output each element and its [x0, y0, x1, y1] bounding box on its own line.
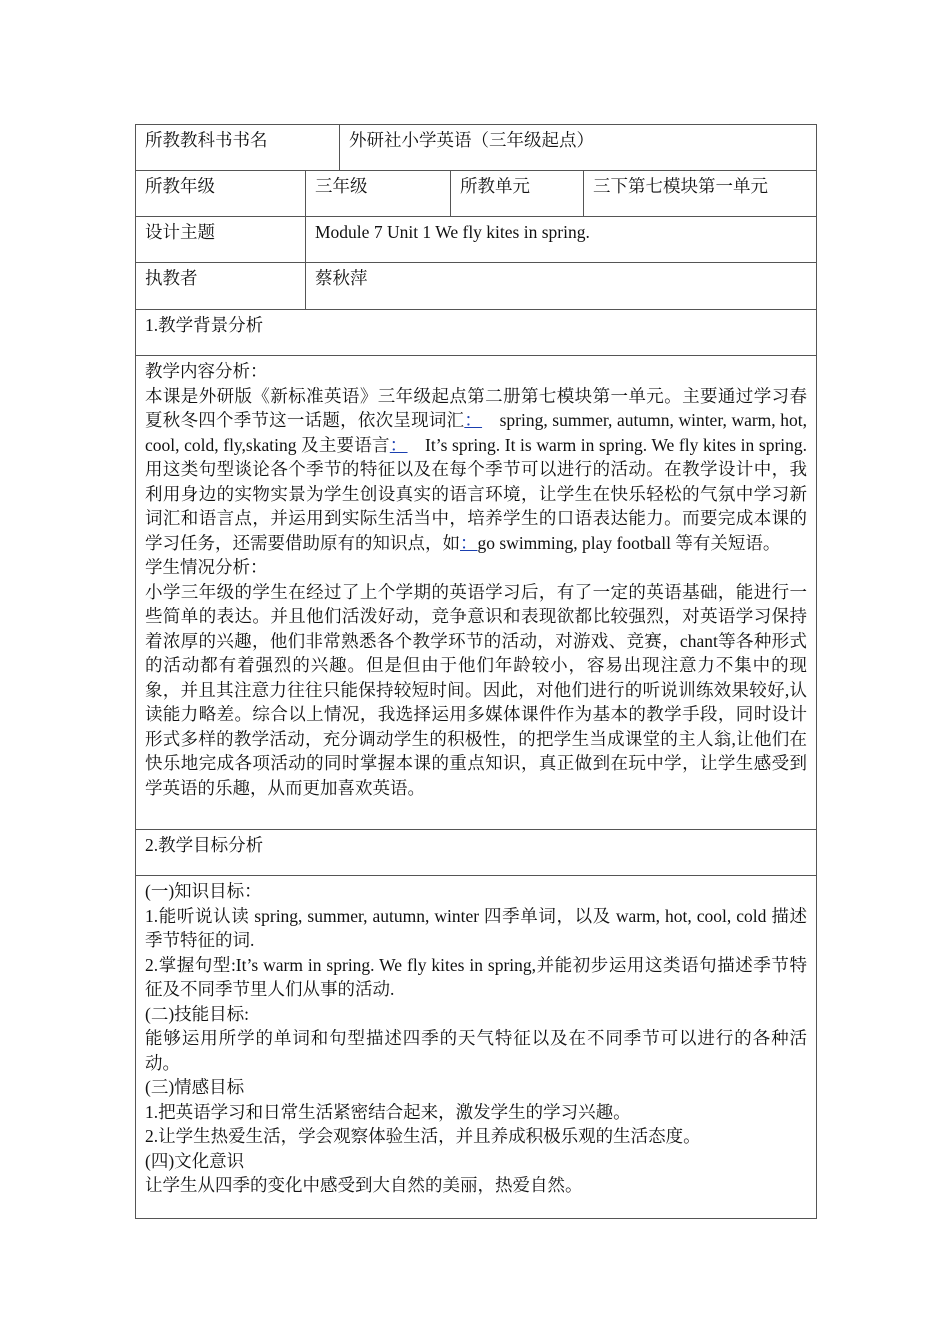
topic-value: Module 7 Unit 1 We fly kites in spring.	[306, 217, 817, 263]
lesson-plan-table	[135, 124, 817, 1219]
teacher-value: 蔡秋萍	[306, 263, 817, 310]
textbook-row	[136, 125, 817, 171]
knowledge-goal-1: 1.能听说认读 spring, summer, autumn, winter 四季单词，以及 warm, hot, cool, cold 描述季节特征的词.	[145, 905, 807, 950]
topic-row	[136, 217, 817, 263]
section1-body	[136, 356, 817, 830]
section1-heading: 1.教学背景分析	[136, 310, 817, 356]
skill-goal-text: 能够运用所学的单词和句型描述四季的天气特征以及在不同季节可以进行的各种活动。	[145, 1028, 807, 1073]
content-analysis-text: 本课是外研版《新标准英语》三年级起点第二册第七模块第一单元。主要通过学习春夏秋冬四个季节这一话题，依次呈现词汇： spring, summer, autumn, winter, warm, hot, cool, cold, fly,skating 及主要语言： It’s spring. It is warm in spring. We fly kites in spring. 用这类句型谈论各个季节的特征以及在每个季节可以进行的活动。在教学设计中，我利用身边的实物实景为学生创设真实的语言环境，让学生在快乐轻松的气氛中学习新词汇和语言点，并运用到实际生活当中，培养学生的口语表达能力。而要完成本课的学习任务，还需要借助原有的知识点，如：go swimming, play football 等有关短语。	[145, 385, 808, 553]
culture-goal-text: 让学生从四季的变化中感受到大自然的美丽，热爱自然。	[145, 1175, 583, 1195]
section2-body	[136, 876, 817, 1219]
topic-label: 设计主题	[136, 217, 306, 263]
unit-label: 所教单元	[451, 171, 584, 217]
student-analysis-heading: 学生情况分析：	[145, 557, 268, 577]
student-analysis-text: 小学三年级的学生在经过了上个学期的英语学习后，有了一定的英语基础，能进行一些简单的表达。并且他们活泼好动，竞争意识和表现欲都比较强烈，对英语学习保持着浓厚的兴趣，他们非常熟悉各个教学环节的活动，对游戏、竞赛，chant等各种形式的活动都有着强烈的兴趣。但是但由于他们年龄较小，容易出现注意力不集中的现象，并且其注意力往往只能保持较短时间。因此，对他们进行的听说训练效果较好,认读能力略差。综合以上情况，我选择运用多媒体课件作为基本的教学手段，同时设计形式多样的教学活动，充分调动学生的积极性，的把学生当成课堂的主人翁,让他们在快乐地完成各项活动的同时掌握本课的重点知识，真正做到在玩中学，让学生感受到学英语的乐趣，从而更加喜欢英语。	[145, 581, 807, 798]
teacher-row	[136, 263, 817, 310]
section2-body-row	[136, 876, 817, 1219]
section1-heading-row	[136, 310, 817, 356]
section2-heading: 2.教学目标分析	[136, 830, 817, 876]
skill-goal-heading: (二)技能目标:	[145, 1003, 250, 1024]
section1-body-row	[136, 356, 817, 830]
teacher-label: 执教者	[136, 263, 306, 310]
grade-label: 所教年级	[136, 171, 306, 217]
emotion-goal-2: 2.让学生热爱生活，学会观察体验生活，并且养成积极乐观的生活态度。	[145, 1126, 701, 1146]
grade-value: 三年级	[306, 171, 451, 217]
unit-value: 三下第七模块第一单元	[584, 171, 817, 217]
culture-goal-heading: (四)文化意识	[145, 1150, 245, 1171]
emotion-goal-1: 1.把英语学习和日常生活紧密结合起来，激发学生的学习兴趣。	[145, 1101, 631, 1122]
emotion-goal-heading: (三)情感目标	[145, 1077, 245, 1097]
knowledge-goal-heading: (一)知识目标：	[145, 881, 262, 901]
textbook-label: 所教教科书书名	[136, 125, 340, 171]
section2-heading-row	[136, 830, 817, 876]
grade-row	[136, 171, 817, 217]
content-analysis-heading: 教学内容分析：	[145, 361, 268, 381]
textbook-value: 外研社小学英语（三年级起点）	[340, 125, 817, 171]
knowledge-goal-2: 2.掌握句型:It’s warm in spring. We fly kites in spring,并能初步运用这类语句描述季节特征及不同季节里人们从事的活动.	[145, 954, 807, 999]
